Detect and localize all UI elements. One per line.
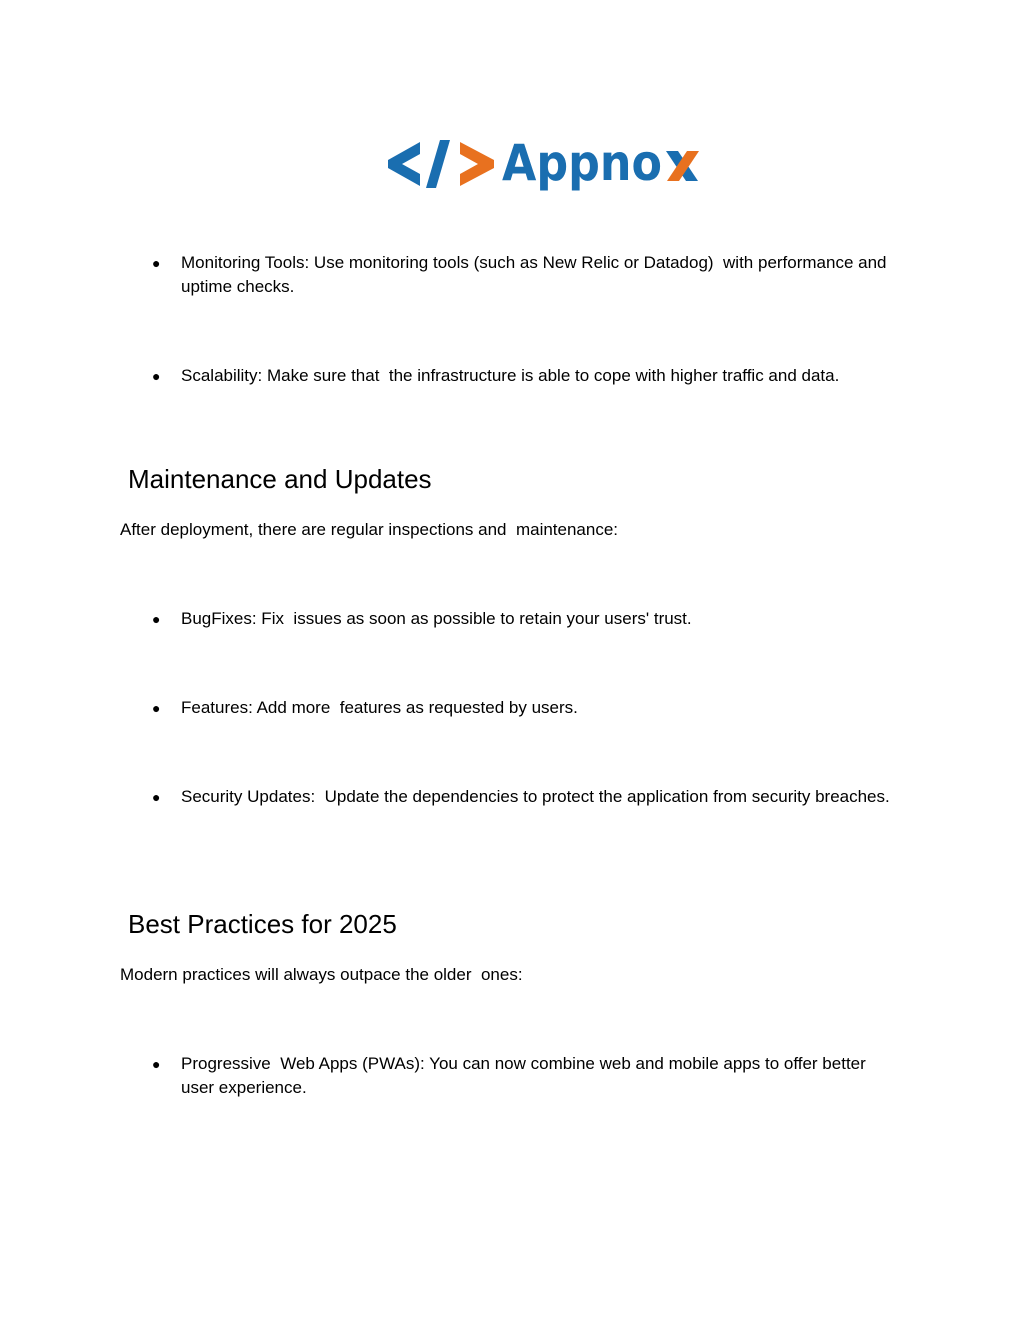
- bullet-icon: ●: [152, 255, 161, 271]
- appnox-logo-graphic: [388, 134, 700, 194]
- maintenance-intro: After deployment, there are regular inspections and maintenance:: [120, 520, 619, 539]
- bullet-icon: ●: [152, 611, 161, 627]
- bullet-icon: ●: [152, 789, 161, 805]
- section-heading-best-practices: Best Practices for 2025: [128, 909, 397, 939]
- left-bracket-shape: [388, 142, 420, 186]
- list-item-text: Progressive Web Apps (PWAs): You can now combine web and mobile apps to offer better user experience.: [181, 1054, 871, 1097]
- appnox-logo: [388, 134, 700, 194]
- list-item-text: Features: Add more features as requested by users.: [181, 698, 578, 717]
- list-item: [152, 251, 892, 299]
- bullet-icon: ●: [152, 368, 161, 384]
- list-item: [152, 1052, 892, 1100]
- list-item-text: Scalability: Make sure that the infrastructure is able to cope with higher traffic and data.: [181, 366, 840, 385]
- bullet-icon: ●: [152, 1056, 161, 1072]
- section-heading-maintenance: Maintenance and Updates: [128, 464, 432, 494]
- slash-shape: [426, 140, 450, 188]
- list-item-text: Monitoring Tools: Use monitoring tools (such as New Relic or Datadog) with performance and uptime checks.: [181, 253, 892, 296]
- best-practices-intro: Modern practices will always outpace the older ones:: [120, 965, 523, 984]
- list-item-text: BugFixes: Fix issues as soon as possible to retain your users' trust.: [181, 609, 692, 628]
- right-bracket-shape: [460, 142, 494, 186]
- list-item: [152, 785, 892, 809]
- list-item: [152, 364, 892, 388]
- list-item-text: Security Updates: Update the dependencies to protect the application from security breaches.: [181, 787, 890, 806]
- svg-text:Appno: Appno: [502, 134, 662, 192]
- bullet-icon: ●: [152, 700, 161, 716]
- list-item: [152, 607, 892, 631]
- list-item: [152, 696, 892, 720]
